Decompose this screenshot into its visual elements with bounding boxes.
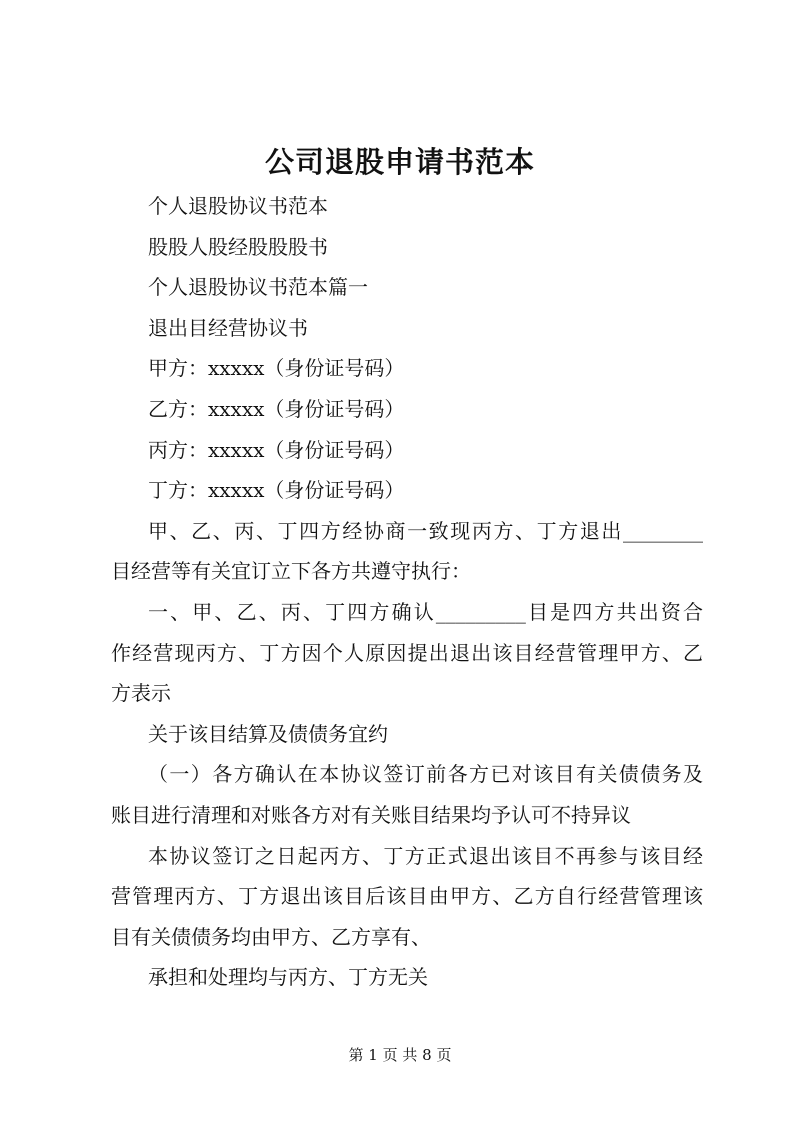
paragraph-line: 方表示 [111, 681, 171, 706]
paragraph-line: 目有关债债务均由甲方、乙方享有、 [111, 924, 431, 949]
paragraph-line: 目经营等有关宜订立下各方共遵守执行： [111, 559, 471, 584]
document-body [111, 186, 703, 998]
document-title: 公司退股申请书范本 [264, 145, 535, 179]
paragraph-line: 甲、乙、丙、丁四方经协商一致现丙方、丁方退出________ [148, 518, 703, 543]
paragraph-line: （一）各方确认在本协议签订前各方已对该目有关债债务及 [148, 762, 703, 787]
party-c-line: 丙方：xxxxx（身份证号码） [148, 437, 405, 462]
party-a-line: 甲方：xxxxx（身份证号码） [148, 356, 405, 381]
paragraph-line: 账目进行清理和对账各方对有关账目结果均予认可不持异议 [111, 802, 631, 827]
paragraph-line: 本协议签订之日起丙方、丁方正式退出该目不再参与该目经 [148, 843, 703, 868]
paragraph-line: 一、甲、乙、丙、丁四方确认_________目是四方共出资合 [148, 599, 703, 624]
party-d-line: 丁方：xxxxx（身份证号码） [148, 478, 405, 503]
paragraph-line: 退出目经营协议书 [148, 315, 308, 340]
party-b-line: 乙方：xxxxx（身份证号码） [148, 396, 405, 421]
paragraph-line: 个人退股协议书范本篇一 [148, 275, 368, 300]
paragraph-line: 营管理丙方、丁方退出该目后该目由甲方、乙方自行经营管理该 [111, 884, 703, 909]
page-footer: 第 1 页 共 8 页 [348, 1046, 452, 1064]
paragraph-line: 承担和处理均与丙方、丁方无关 [148, 965, 428, 990]
paragraph-line: 股股人股经股股股书 [148, 234, 328, 259]
paragraph-line: 个人退股协议书范本 [148, 194, 328, 218]
section-heading: 关于该目结算及债债务宜约 [148, 721, 388, 746]
paragraph-line: 作经营现丙方、丁方因个人原因提出退出该目经营管理甲方、乙 [111, 640, 703, 665]
